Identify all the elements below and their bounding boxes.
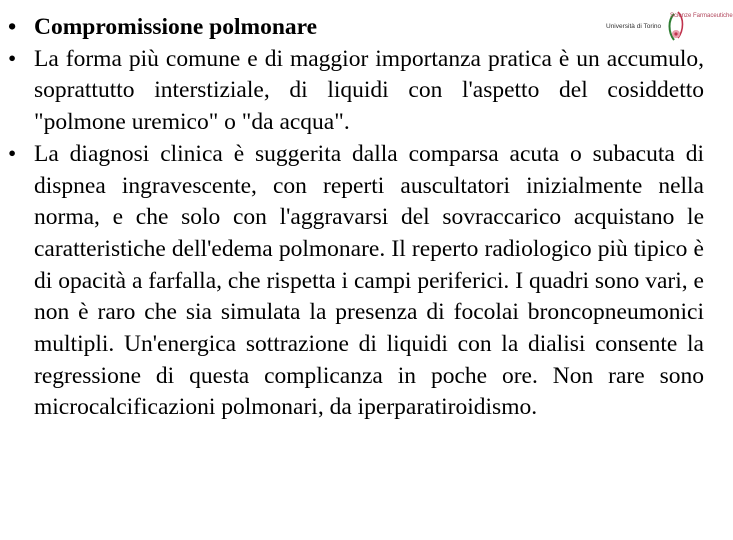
- university-name: Università di Torino: [606, 23, 662, 30]
- bullet-item: [0, 44, 720, 139]
- bullet-marker: •: [8, 14, 17, 40]
- bullet-marker: •: [8, 140, 17, 167]
- bullet-item-title: [0, 12, 720, 44]
- logo-faculty-text: Scienze Farmaceutiche: [670, 13, 733, 19]
- bullet-text: La forma più comune e di maggior importanza pratica è un accumulo, soprattutto interstiziale, di liquidi con l'aspetto del cosiddetto "polmone uremico" o "da acqua".: [34, 45, 704, 136]
- bullet-item: [0, 139, 720, 424]
- bullet-text: Compromissione polmonare: [34, 14, 318, 40]
- bullet-marker: •: [8, 45, 17, 72]
- bullet-text: La diagnosi clinica è suggerita dalla comparsa acuta o subacuta di dispnea ingravescente, con reperti auscultatori inizialmente nella norma, e che solo con l'aggravarsi del sovraccarico acquistano le caratteristiche dell'edema polmonare. Il reperto radiologico più tipico è di opacità a farfalla, che rispetta i campi periferici. I quadri sono vari, e non è raro che sia simulata la presenza di focolai broncopneumonici multipli. Un'energica sottrazione di liquidi con la dialisi consente la regressione di questa complicanza in poche ore. Non rare sono microcalcificazioni polmonari, da iperparatiroidismo.: [34, 140, 704, 421]
- bullet-list: [0, 12, 720, 424]
